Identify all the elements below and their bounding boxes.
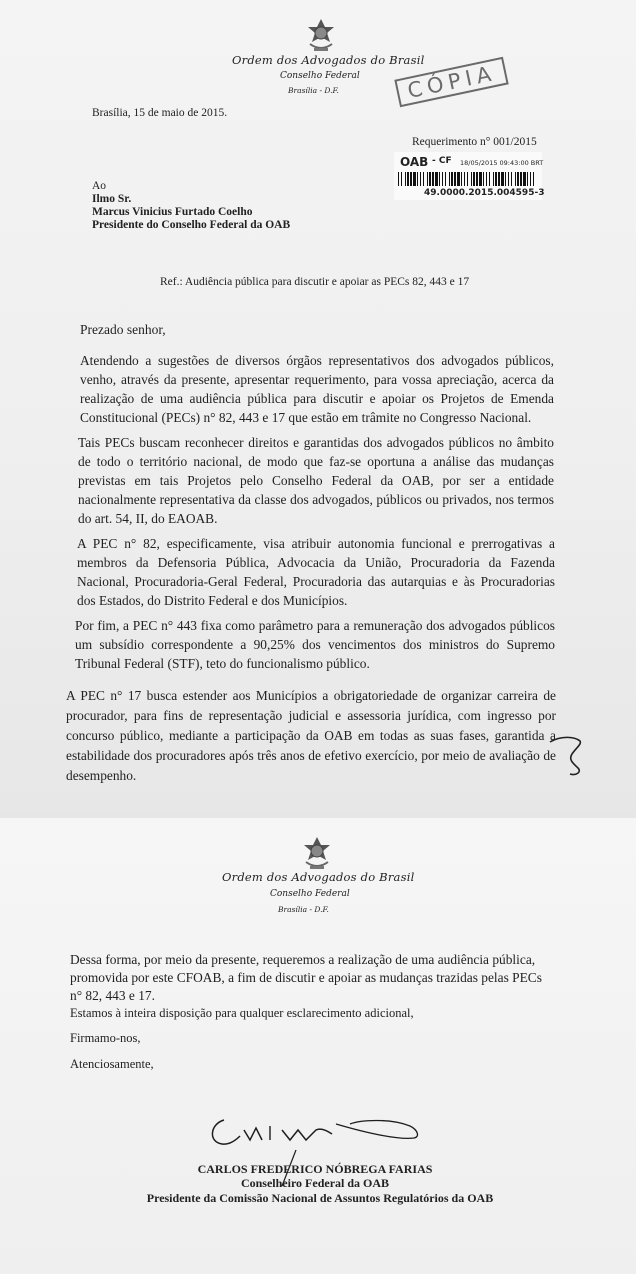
- barcode-bar: [527, 172, 528, 186]
- barcode-bar: [432, 172, 434, 186]
- paragraph-conclusion: Dessa forma, por meio da presente, requeremos a realização de uma audiência pública, promovida por este CFOAB, a fim de discutir e apoiar as mudanças trazidas pelas PECs n° 82, 443 e 17.: [70, 952, 542, 1003]
- barcode-bar: [427, 172, 428, 186]
- closing-atenciosamente: Atenciosamente,: [70, 1057, 154, 1071]
- letterhead-org-name: Ordem dos Advogados do Brasil: [222, 870, 415, 884]
- barcode-bar: [451, 172, 453, 186]
- addressee-name: Marcus Vinicius Furtado Coelho: [92, 206, 253, 218]
- barcode-bar: [449, 172, 450, 186]
- letterhead-council: Conselho Federal: [270, 889, 350, 899]
- barcode-bar: [445, 172, 446, 186]
- protocol-label: [394, 152, 545, 200]
- brazil-coat-of-arms-icon: [302, 836, 332, 872]
- paragraph-availability: Estamos à inteira disposição para qualquer esclarecimento adicional,: [70, 1006, 414, 1020]
- copy-stamp: CÓPIA: [394, 57, 509, 108]
- barcode-bar: [401, 172, 402, 186]
- barcode-bar: [479, 172, 482, 186]
- barcode-bar: [417, 172, 418, 186]
- oab-logo-text: OAB: [400, 155, 429, 169]
- barcode-bar: [473, 172, 475, 186]
- signatory-position: Presidente da Comissão Nacional de Assuntos Regulatórios da OAB: [146, 1191, 494, 1205]
- barcode-bar: [471, 172, 472, 186]
- barcode-bar: [435, 172, 438, 186]
- barcode-bar: [533, 172, 534, 186]
- barcode-bar: [454, 172, 456, 186]
- greeting: Prezado senhor,: [80, 322, 166, 337]
- closing-firmamo-nos: Firmamo-nos,: [70, 1031, 141, 1045]
- barcode-bar: [467, 172, 468, 186]
- barcode-bar: [517, 172, 519, 186]
- letterhead-council: Conselho Federal: [280, 71, 360, 81]
- protocol-number: 49.0000.2015.004595-3: [424, 188, 545, 198]
- barcode-bar: [508, 172, 509, 186]
- barcode-bar: [520, 172, 522, 186]
- barcode-bar: [442, 172, 443, 186]
- barcode-bar: [523, 172, 526, 186]
- paragraph-5: A PEC n° 17 busca estender aos Municípios a obrigatoriedade de organizar carreira de procurador, para fins de representação judicial e assessoria jurídica, com ingresso por concurso público, mediante a participação da OAB em todas as suas fases, garantida a estabilidade dos procuradores após três anos de efetivo exercício, por meio de avaliação de desempenho.: [66, 688, 556, 783]
- letterhead-city: Brasília - D.F.: [288, 86, 339, 95]
- protocol-timestamp: 18/05/2015 09:43:00 BRT: [460, 159, 544, 167]
- barcode-bar: [515, 172, 516, 186]
- barcode-bar: [457, 172, 460, 186]
- addressee-to: Ao: [92, 180, 107, 192]
- handwritten-mark-icon: [548, 732, 588, 782]
- paragraph-3: A PEC n° 82, especificamente, visa atribuir autonomia funcional e prerrogativas a membros da Defensoria Pública, Advocacia da União, Procuradoria da Fazenda Nacional, Procuradoria-Geral Federal, Procuradoria das autarquias e às Procuradorias dos Estados, do Distrito Federal e dos Municípios.: [77, 536, 555, 608]
- protocol-tag: - CF: [432, 156, 452, 166]
- paragraph-2: Tais PECs buscam reconhecer direitos e garantidas dos advogados públicos no âmbito de todo o território nacional, de modo que faz-se oportuna a análise das mudanças previstas em tais Projetos pelo Conselho Federal da OAB, por ser a entidade nacionalmente representativa da classe dos advogados, públicos ou privados, nos termos do art. 54, II, do EAOAB.: [78, 435, 554, 526]
- barcode-bar: [493, 172, 494, 186]
- paragraph-4: Por fim, a PEC n° 443 fixa como parâmetro para a remuneração dos advogados públicos um subsídio correspondente a 90,25% dos vencimentos dos ministros do Supremo Tribunal Federal (STF), teto do funcionalismo público.: [75, 618, 555, 671]
- barcode-bar: [489, 172, 490, 186]
- barcode-bar: [495, 172, 497, 186]
- barcode-bar: [530, 172, 531, 186]
- addressee-salutation: Ilmo Sr.: [92, 193, 132, 205]
- barcode-bar: [405, 172, 406, 186]
- signatory-role: Conselheiro Federal da OAB: [240, 1176, 390, 1190]
- brazil-coat-of-arms-icon: [306, 18, 336, 54]
- barcode-bar: [423, 172, 424, 186]
- date-line: Brasília, 15 de maio de 2015.: [92, 107, 228, 119]
- barcode-bar: [407, 172, 409, 186]
- barcode-bar: [429, 172, 431, 186]
- barcode-bar: [461, 172, 462, 186]
- barcode-bar: [398, 172, 399, 186]
- reference-line: Ref.: Audiência pública para discutir e apoiar as PECs 82, 443 e 17: [160, 276, 470, 288]
- letterhead-org-name: Ordem dos Advogados do Brasil: [232, 53, 425, 67]
- barcode-bar: [439, 172, 440, 186]
- barcode-bar: [413, 172, 416, 186]
- barcode-icon: [398, 172, 538, 186]
- barcode-bar: [420, 172, 421, 186]
- letter-page-2: [0, 818, 636, 1274]
- barcode-bar: [464, 172, 465, 186]
- barcode-bar: [505, 172, 506, 186]
- addressee-title: Presidente do Conselho Federal da OAB: [92, 219, 291, 231]
- request-number: Requerimento n° 001/2015: [412, 136, 537, 148]
- paragraph-1: Atendendo a sugestões de diversos órgãos representativos dos advogados públicos, venho, através da presente, apresentar requerimento, para vossa apreciação, acerca da realização de uma audiência pública para discutir e apoiar os Projetos de Emenda Constitucional (PECs) n° 82, 443 e 17 que estão em trâmite no Congresso Nacional.: [80, 353, 554, 425]
- barcode-bar: [498, 172, 500, 186]
- barcode-bar: [476, 172, 478, 186]
- barcode-bar: [486, 172, 487, 186]
- barcode-bar: [511, 172, 512, 186]
- letterhead-city: Brasília - D.F.: [278, 905, 329, 914]
- barcode-bar: [501, 172, 504, 186]
- barcode-bar: [483, 172, 484, 186]
- barcode-bar: [410, 172, 412, 186]
- signatory-name: CARLOS FREDERICO NÓBREGA FARIAS: [197, 1162, 433, 1176]
